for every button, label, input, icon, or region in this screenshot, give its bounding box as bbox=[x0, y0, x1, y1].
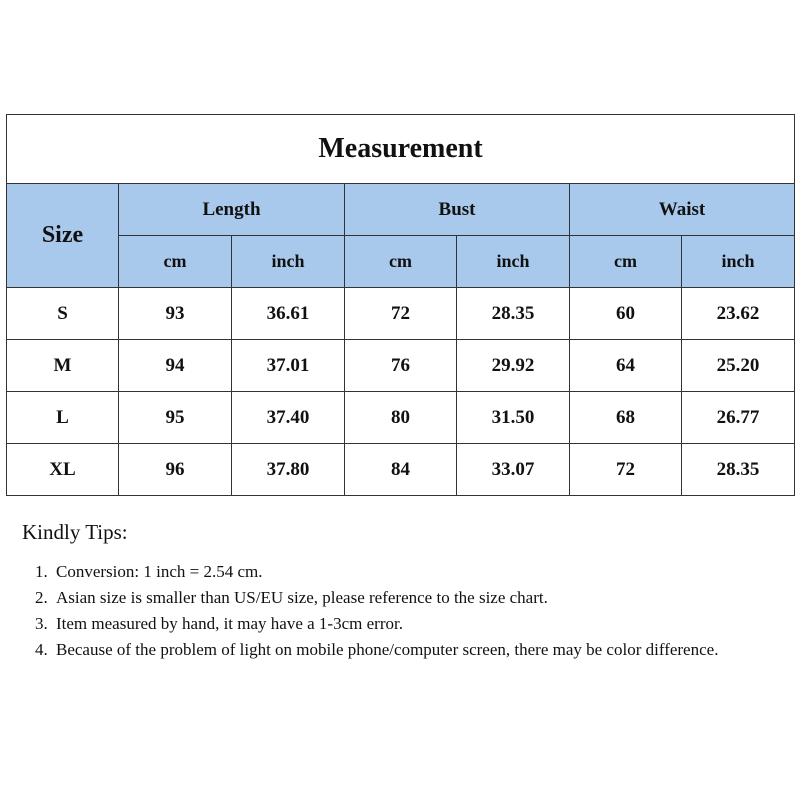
data-cell: 72 bbox=[345, 288, 457, 340]
tips-title: Kindly Tips: bbox=[22, 520, 128, 544]
unit-header: inch bbox=[682, 236, 795, 288]
data-cell: 95 bbox=[119, 392, 232, 444]
data-cell: 80 bbox=[345, 392, 457, 444]
size-cell: XL bbox=[7, 444, 119, 496]
data-cell: 72 bbox=[570, 444, 682, 496]
data-cell: 31.50 bbox=[457, 392, 570, 444]
data-cell: 96 bbox=[119, 444, 232, 496]
unit-header: cm bbox=[345, 236, 457, 288]
title-row bbox=[7, 115, 795, 184]
size-cell: S bbox=[7, 288, 119, 340]
measurement-table bbox=[6, 114, 795, 496]
data-cell: 29.92 bbox=[457, 340, 570, 392]
list-item: 3. Item measured by hand, it may have a 1-3cm error. bbox=[52, 611, 782, 637]
unit-header: inch bbox=[232, 236, 345, 288]
table-row bbox=[7, 340, 795, 392]
group-header-length: Length bbox=[119, 184, 345, 236]
data-cell: 37.01 bbox=[232, 340, 345, 392]
data-cell: 93 bbox=[119, 288, 232, 340]
kindly-tips bbox=[22, 520, 782, 663]
unit-header: cm bbox=[570, 236, 682, 288]
tips-list bbox=[22, 559, 782, 663]
data-cell: 64 bbox=[570, 340, 682, 392]
data-cell: 68 bbox=[570, 392, 682, 444]
group-header-bust: Bust bbox=[345, 184, 570, 236]
data-cell: 84 bbox=[345, 444, 457, 496]
list-item: 4. Because of the problem of light on mobile phone/computer screen, there may be color difference. bbox=[52, 637, 782, 663]
list-item: 2. Asian size is smaller than US/EU size, please reference to the size chart. bbox=[52, 585, 782, 611]
table-title: Measurement bbox=[7, 115, 795, 184]
data-cell: 28.35 bbox=[457, 288, 570, 340]
data-cell: 60 bbox=[570, 288, 682, 340]
size-cell: M bbox=[7, 340, 119, 392]
data-cell: 37.40 bbox=[232, 392, 345, 444]
data-cell: 33.07 bbox=[457, 444, 570, 496]
data-cell: 25.20 bbox=[682, 340, 795, 392]
table-row bbox=[7, 288, 795, 340]
unit-header: inch bbox=[457, 236, 570, 288]
data-cell: 36.61 bbox=[232, 288, 345, 340]
group-header-row bbox=[7, 184, 795, 236]
data-cell: 28.35 bbox=[682, 444, 795, 496]
table-row bbox=[7, 392, 795, 444]
data-cell: 94 bbox=[119, 340, 232, 392]
data-cell: 76 bbox=[345, 340, 457, 392]
group-header-waist: Waist bbox=[570, 184, 795, 236]
data-cell: 26.77 bbox=[682, 392, 795, 444]
data-cell: 23.62 bbox=[682, 288, 795, 340]
data-cell: 37.80 bbox=[232, 444, 345, 496]
size-chart bbox=[6, 114, 794, 498]
list-item: 1. Conversion: 1 inch = 2.54 cm. bbox=[52, 559, 782, 585]
size-header: Size bbox=[7, 184, 119, 288]
table-row bbox=[7, 444, 795, 496]
size-cell: L bbox=[7, 392, 119, 444]
unit-header: cm bbox=[119, 236, 232, 288]
unit-header-row bbox=[7, 236, 795, 288]
